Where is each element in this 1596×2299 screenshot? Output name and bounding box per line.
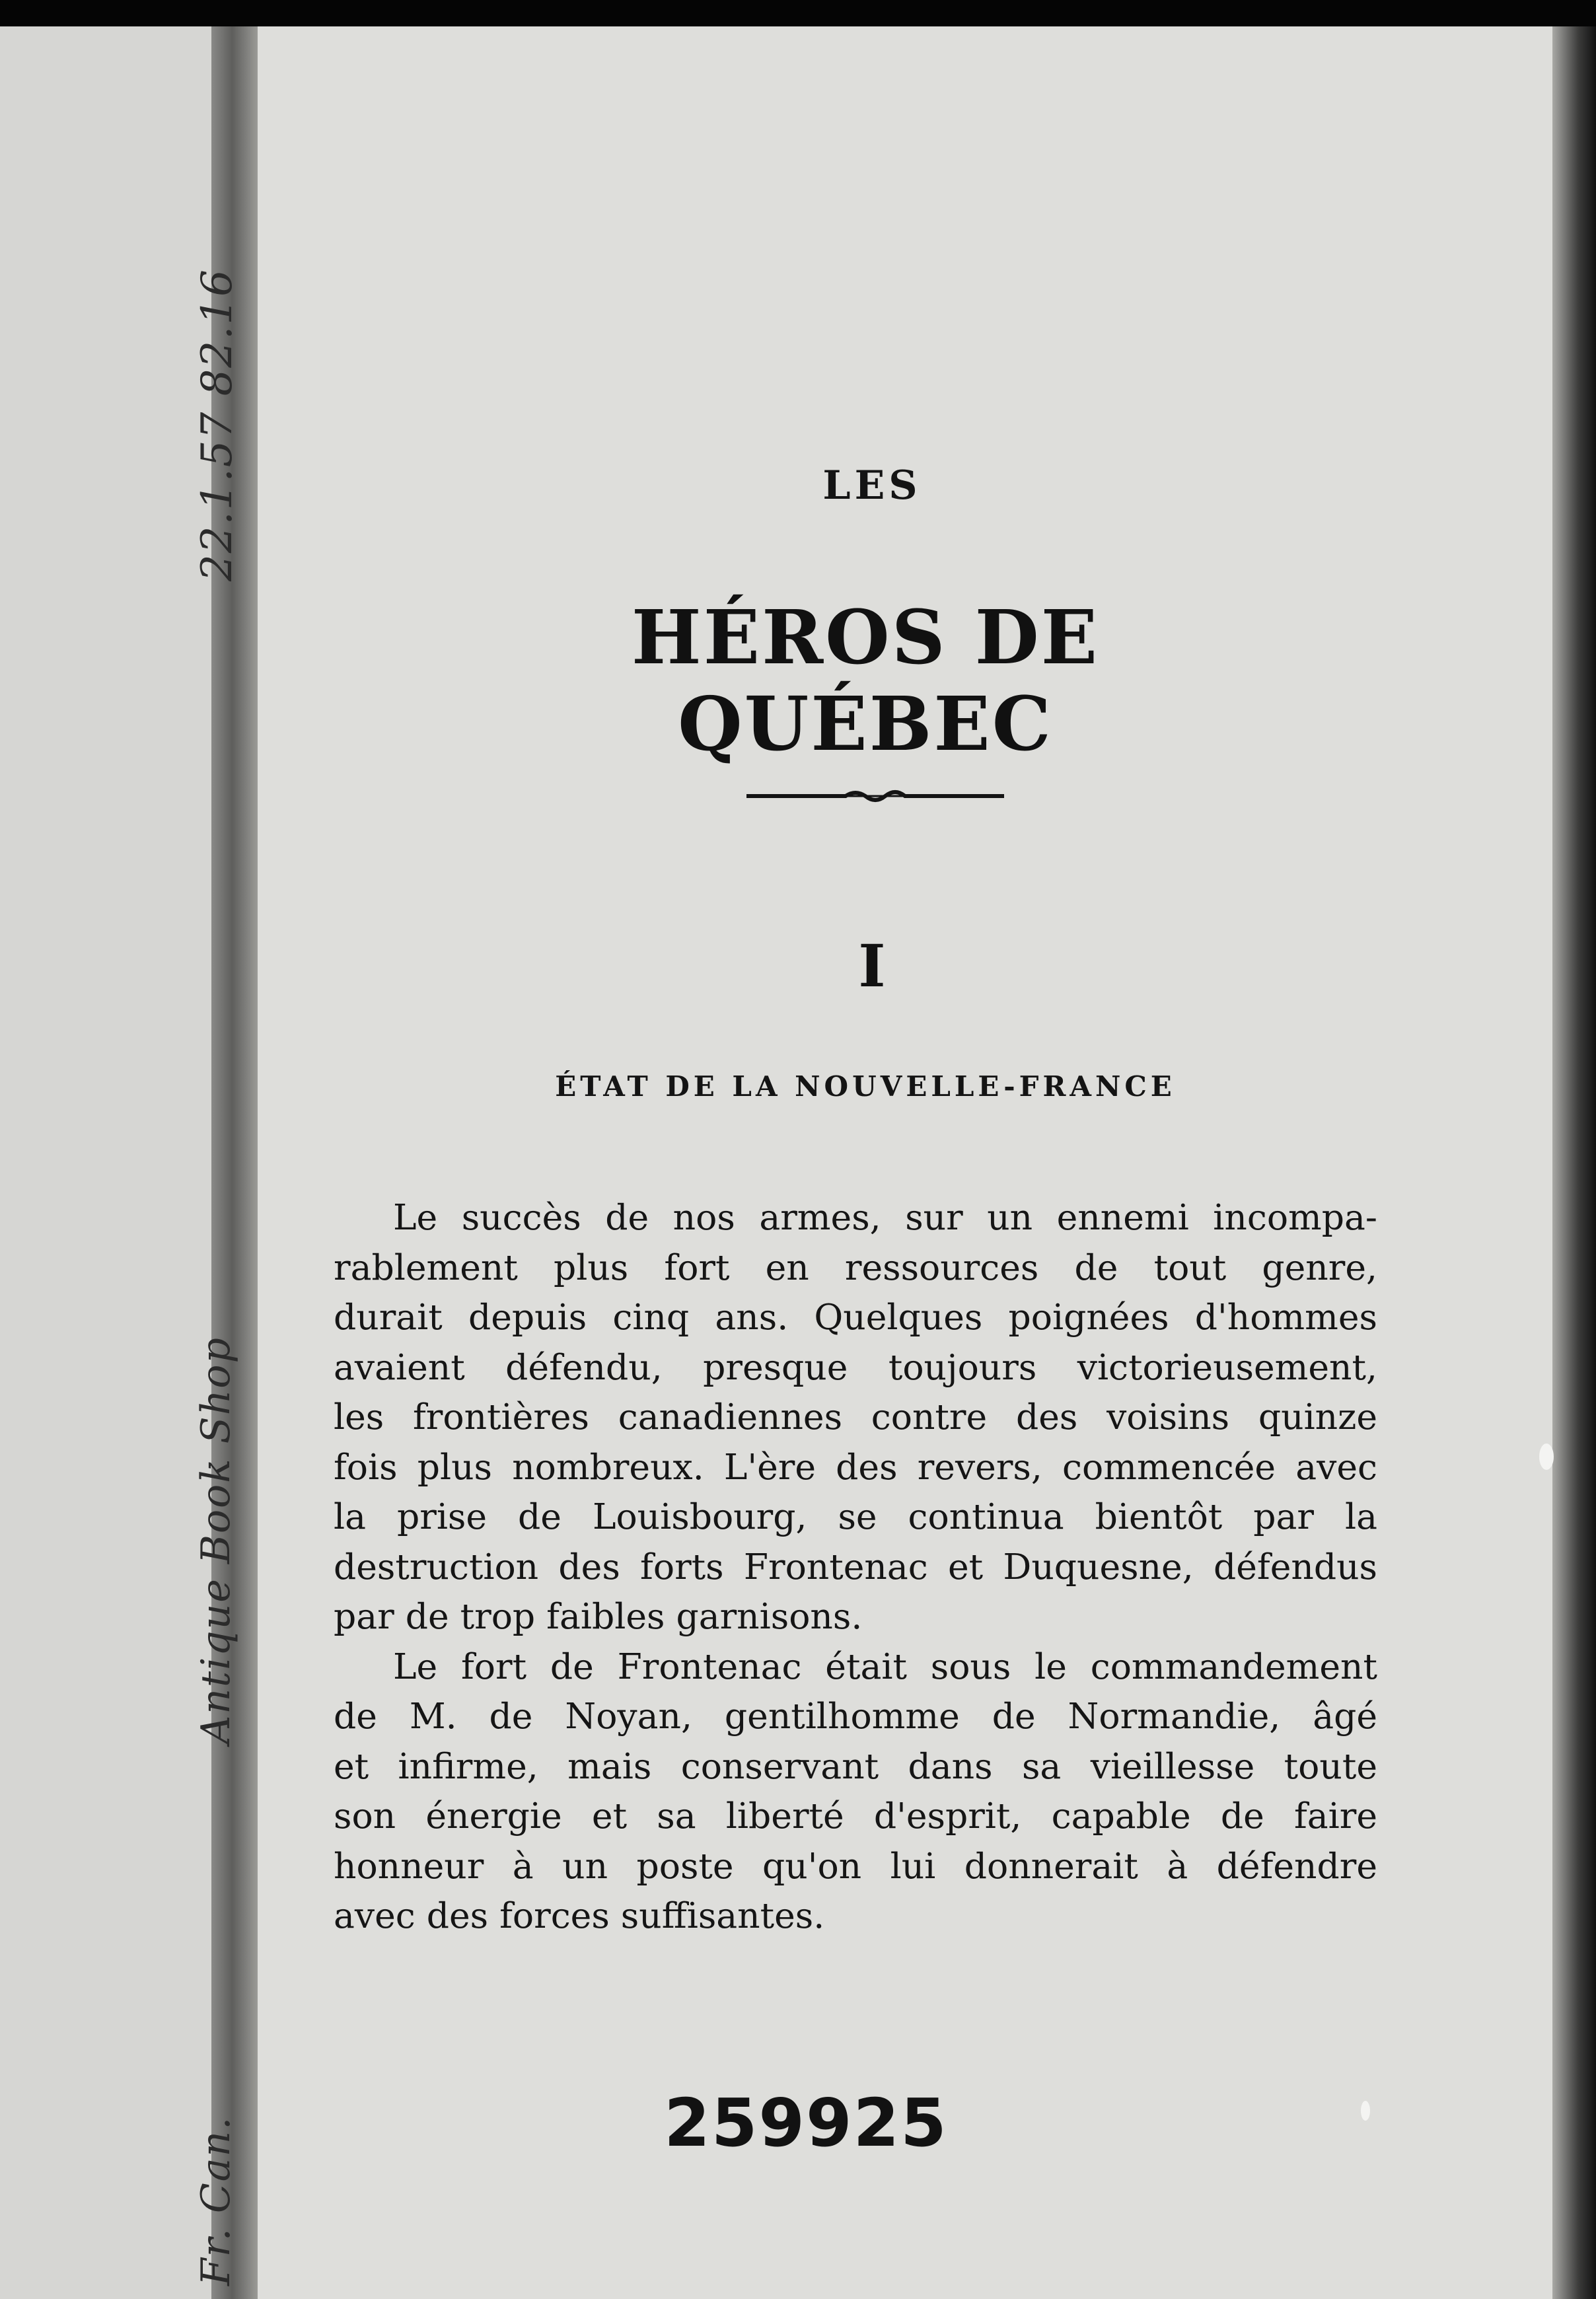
paragraph-line: et infirme, mais conservant dans sa vieillesse toute	[334, 1745, 1377, 1787]
paragraph-line: avaient défendu, presque toujours victorieusement,	[334, 1346, 1377, 1388]
paragraph-line: Le fort de Frontenac était sous le commandement	[393, 1645, 1377, 1687]
paragraph-line: avec des forces suffisantes.	[334, 1895, 825, 1936]
paragraph-line: rablement plus fort en ressources de tout genre,	[334, 1246, 1377, 1288]
paragraph-line: son énergie et sa liberté d'esprit, capable de faire	[334, 1795, 1377, 1837]
paper-speck	[1361, 2101, 1370, 2121]
book-title: HÉROS DE QUÉBEC	[631, 595, 1100, 768]
chapter-number: I	[858, 931, 886, 1000]
book-page	[258, 26, 1552, 2299]
top-shadow	[0, 0, 1596, 26]
left-page-edge	[0, 26, 211, 2299]
paragraph-line: de M. de Noyan, gentilhomme de Normandie, âgé	[334, 1695, 1377, 1737]
paragraph-line: Le succès de nos armes, sur un ennemi incompa-	[393, 1196, 1377, 1238]
chapter-body	[334, 1192, 1377, 1941]
pencil-date-note: 22.1.57 82.16	[193, 268, 242, 581]
paper-speck	[1539, 1443, 1554, 1470]
paragraph-line: par de trop faibles garnisons.	[334, 1595, 863, 1637]
chapter-title: ÉTAT DE LA NOUVELLE-FRANCE	[555, 1070, 1176, 1103]
pencil-shop-note: Antique Book Shop	[193, 1336, 239, 1744]
paragraph-line: durait depuis cinq ans. Quelques poignées d'hommes	[334, 1296, 1377, 1338]
title-ornament-rule	[746, 783, 1004, 809]
accession-number-stamp: 259925	[664, 2084, 948, 2162]
paragraph-line: la prise de Louisbourg, se continua bientôt par la	[334, 1496, 1377, 1537]
paragraph-line: honneur à un poste qu'on lui donnerait à défendre	[334, 1844, 1377, 1887]
paragraph-line: les frontières canadiennes contre des voisins quinze	[334, 1396, 1377, 1438]
paragraph-line: destruction des forts Frontenac et Duquesne, défendus	[334, 1545, 1377, 1587]
pencil-category-note: Fr. Can.	[193, 2115, 239, 2286]
right-page-edge	[1552, 26, 1596, 2299]
paragraph-line: fois plus nombreux. L'ère des revers, commencée avec	[334, 1445, 1377, 1488]
running-title: LES	[822, 462, 922, 509]
